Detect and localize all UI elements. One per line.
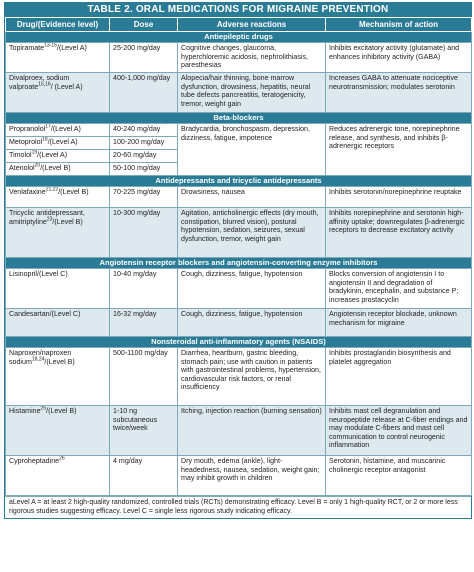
drug-cell xyxy=(6,150,110,163)
dose-cell: 20-60 mg/day xyxy=(110,150,178,163)
reference-sup: 21,22 xyxy=(45,186,59,193)
evidence-level: /(Level C) xyxy=(37,270,68,278)
medication-table xyxy=(4,2,472,519)
adverse-cell: Itching, injection reaction (burning sensation) xyxy=(178,406,326,456)
adverse-cell: Diarrhea, heartburn, gastric bleeding, stomach pain; use with caution in patients with gastrointestinal problems, hypertension, cardiovascular risk factors, or renal insufficiency xyxy=(178,348,326,406)
reference-sup: 26 xyxy=(59,455,65,462)
drug-name: Metoprolol xyxy=(9,138,43,146)
table-row xyxy=(6,187,472,208)
table-row xyxy=(6,348,472,406)
dose-cell: 10-40 mg/day xyxy=(110,269,178,309)
drug-name: Candesartan xyxy=(9,310,50,318)
dose-cell: 1-10 ng subcutaneous twice/week xyxy=(110,406,178,456)
drug-name: Lisinopril xyxy=(9,270,37,278)
reference-sup: 17 xyxy=(45,123,51,130)
drug-name: Atenolol xyxy=(9,164,35,172)
table-row xyxy=(6,73,472,113)
section-row xyxy=(6,32,472,43)
evidence-level: /(Level A) xyxy=(37,151,68,159)
evidence-level: /(Level B) xyxy=(40,164,71,172)
mechanism-cell: Inhibits excitatory activity (glutamate) and enhances inhibitory activity (GABA) xyxy=(326,43,472,73)
table-title: TABLE 2. ORAL MEDICATIONS FOR MIGRAINE PREVENTION xyxy=(5,3,471,17)
evidence-level: /(Level B) xyxy=(52,217,83,226)
adverse-cell: Bradycardia, bronchospasm, depression, dizziness, fatigue, impotence xyxy=(178,124,326,176)
drug-cell xyxy=(6,73,110,113)
drug-cell xyxy=(6,348,110,406)
table-row xyxy=(6,43,472,73)
evidence-level: /(Level A) xyxy=(56,44,87,52)
dose-cell: 25-200 mg/day xyxy=(110,43,178,73)
reference-sup: 25 xyxy=(40,405,47,412)
section-label: Nonsteroidal anti-inflammatory agents (NSAIDS) xyxy=(6,337,472,348)
reference-sup: 13-15 xyxy=(44,42,57,49)
drug-cell xyxy=(6,406,110,456)
section-label: Antiepileptic drugs xyxy=(6,32,472,43)
drug-name: Divalproex, sodium valproate xyxy=(9,74,70,91)
section-label: Beta-blockers xyxy=(6,113,472,124)
reference-sup: 23 xyxy=(46,216,53,223)
mechanism-cell: Inhibits prostaglandin biosynthesis and platelet aggregation xyxy=(326,348,472,406)
table-row xyxy=(6,406,472,456)
drug-name: Timolol xyxy=(9,151,32,159)
evidence-level: /(Level B) xyxy=(44,357,75,366)
dose-cell: 10-300 mg/day xyxy=(110,208,178,258)
section-row xyxy=(6,258,472,269)
mechanism-cell: Inhibits mast cell degranulation and neuropeptide release at C-fiber endings and may modulate C-fibers and mast cell communication to control neurogenic inflammation xyxy=(326,406,472,456)
drug-cell xyxy=(6,43,110,73)
drug-cell xyxy=(6,456,110,496)
table xyxy=(5,17,472,496)
evidence-level: /(Level A) xyxy=(50,125,81,133)
table-row xyxy=(6,124,472,137)
mechanism-cell: Inhibits norepinephrine and serotonin high-affinity uptake; downregulates β-adrenergic receptors to decrease excitatory activity xyxy=(326,208,472,258)
evidence-level: /(Level B) xyxy=(58,188,89,196)
dose-cell: 4 mg/day xyxy=(110,456,178,496)
header-drug: Drug/(Evidence level) xyxy=(6,18,110,32)
adverse-cell: Cough, dizziness, fatigue, hypotension xyxy=(178,269,326,309)
drug-cell xyxy=(6,269,110,309)
dose-cell: 40-240 mg/day xyxy=(110,124,178,137)
table-row xyxy=(6,309,472,337)
drug-name: Propranolol xyxy=(9,125,46,133)
mechanism-cell: Angiotensin receptor blockade, unknown mechanism for migraine xyxy=(326,309,472,337)
reference-sup: 18,24 xyxy=(31,356,45,363)
table-row xyxy=(6,269,472,309)
dose-cell: 100-200 mg/day xyxy=(110,137,178,150)
mechanism-cell: Increases GABA to attenuate nociceptive neurotransmission; modulates serotonin xyxy=(326,73,472,113)
section-label: Angiotensin receptor blockers and angiotensin-converting enzyme inhibitors xyxy=(6,258,472,269)
adverse-cell: Cognitive changes, glaucoma, hyperchloremic acidosis, nephrolithiasis, paresthesias xyxy=(178,43,326,73)
adverse-cell: Cough, dizziness, fatigue, hypotension xyxy=(178,309,326,337)
drug-cell xyxy=(6,208,110,258)
drug-cell xyxy=(6,137,110,150)
drug-name: Venlafaxine xyxy=(9,188,46,196)
dose-cell: 70-225 mg/day xyxy=(110,187,178,208)
drug-cell xyxy=(6,124,110,137)
dose-cell: 400-1,000 mg/day xyxy=(110,73,178,113)
section-row xyxy=(6,176,472,187)
header-row xyxy=(6,18,472,32)
evidence-level: /(Level B) xyxy=(46,407,77,415)
drug-name: Tricyclic antidepressant, amitriptyline xyxy=(9,209,85,226)
drug-name: Cyproheptadine xyxy=(9,457,60,465)
adverse-cell: Alopecia/hair thinning, bone marrow dysfunction, drowsiness, hepatitis, neural tube defects pancreatitis, teratogenicity, tremor, weight gain xyxy=(178,73,326,113)
section-row xyxy=(6,337,472,348)
section-row xyxy=(6,113,472,124)
adverse-cell: Agitation, anticholinergic effects (dry mouth, constipation, blurred vision), postural hypotension, sedation, seizures, sexual dysfunction, tremor, weight gain xyxy=(178,208,326,258)
drug-cell xyxy=(6,187,110,208)
section-label: Antidepressants and tricyclic antidepressants xyxy=(6,176,472,187)
table-row xyxy=(6,208,472,258)
table-row xyxy=(6,456,472,496)
adverse-cell: Drowsiness, nausea xyxy=(178,187,326,208)
drug-name: Naproxen/naproxen sodium xyxy=(9,349,72,366)
mechanism-cell: Blocks conversion of angiotensin I to angiotensin II and degradation of bradykinin, encephalin, and substance P; increases prostacyclin xyxy=(326,269,472,309)
mechanism-cell: Inhibits serotonin/norepinephrine reuptake xyxy=(326,187,472,208)
drug-name: Topiramate xyxy=(9,44,45,52)
header-dose: Dose xyxy=(110,18,178,32)
drug-name: Histamine xyxy=(9,407,41,415)
mechanism-cell: Reduces adrenergic tone, norepinephrine release, and synthesis, and inhibits β-adrenergic receptors xyxy=(326,124,472,176)
dose-cell: 50-100 mg/day xyxy=(110,163,178,176)
evidence-level: /(Level A) xyxy=(47,138,78,146)
evidence-level: /(Level C) xyxy=(49,310,81,318)
drug-cell xyxy=(6,309,110,337)
footnote: aLevel A = at least 2 high-quality randomized, controlled trials (RCTs) demonstrating efficacy. Level B = only 1 high-quality RCT, or 2 or more less rigorous studies suggesting efficacy. Level C = single less rigorous study indicating efficacy. xyxy=(5,496,471,518)
adverse-cell: Dry mouth, edema (ankle), light-headedness, nausea, sedation, weight gain; may inhibit growth in children xyxy=(178,456,326,496)
reference-sup: 19 xyxy=(31,149,38,156)
reference-sup: 20 xyxy=(34,162,41,169)
evidence-level: / (Level A) xyxy=(50,82,83,91)
header-mechanism: Mechanism of action xyxy=(326,18,472,32)
dose-cell: 16-32 mg/day xyxy=(110,309,178,337)
reference-sup: 18 xyxy=(42,136,48,143)
mechanism-cell: Serotonin, histamine, and muscarinic cholinergic receptor antagonist xyxy=(326,456,472,496)
drug-cell xyxy=(6,163,110,176)
dose-cell: 500-1100 mg/day xyxy=(110,348,178,406)
header-adverse: Adverse reactions xyxy=(178,18,326,32)
reference-sup: 15,16 xyxy=(38,81,51,88)
